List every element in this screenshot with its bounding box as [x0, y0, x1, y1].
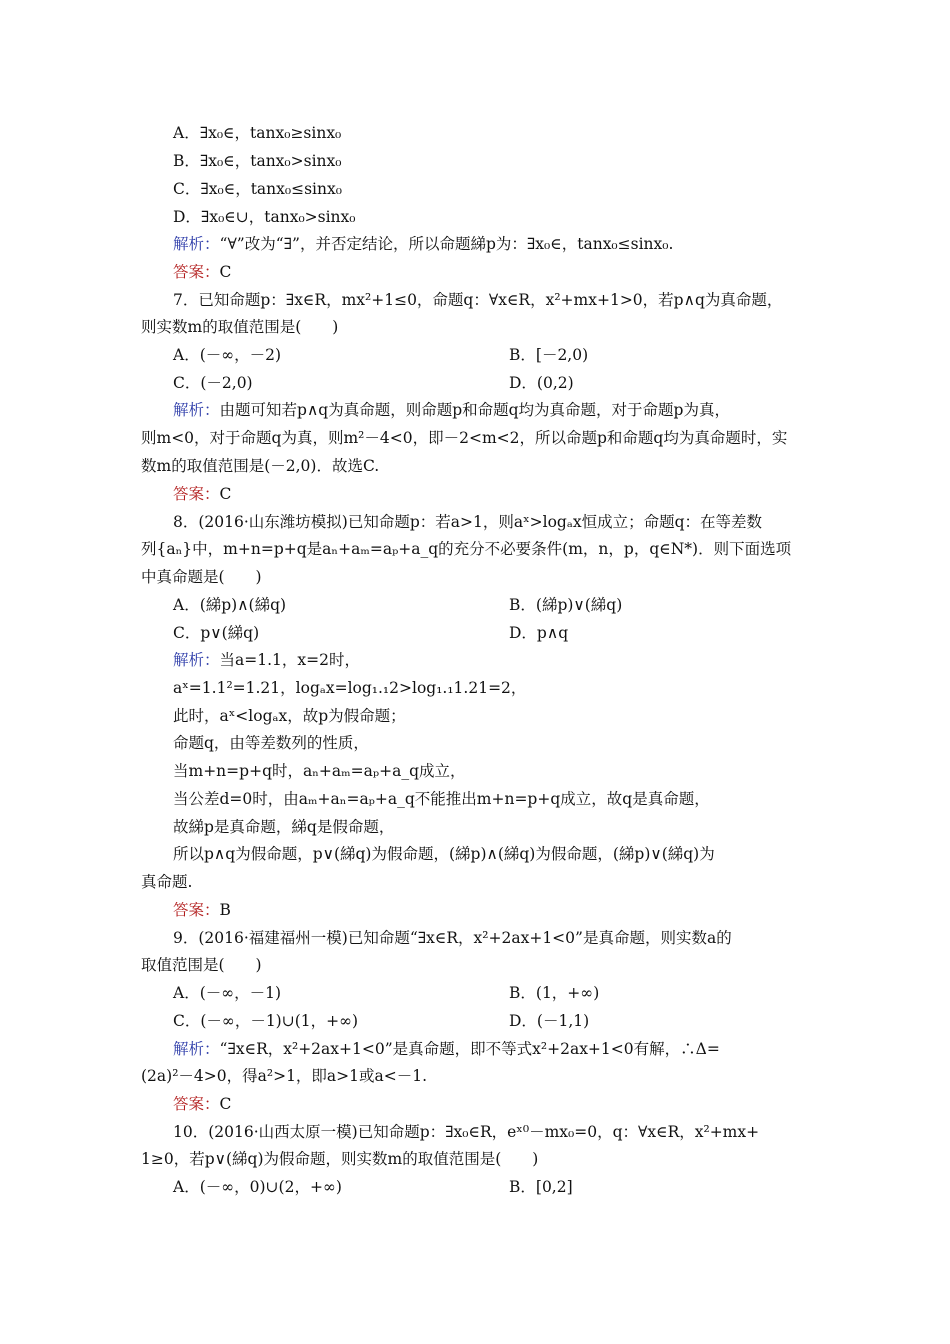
q8-stem-line-2: 列{aₙ}中，m+n=p+q是aₙ+aₘ=aₚ+a_q的充分不必要条件(m，n，p，q∈N*)．则下面选项: [141, 540, 792, 558]
q8-analysis-first: 当a=1.1，x=2时，: [219, 651, 360, 669]
q9-answer-value: C: [219, 1095, 232, 1113]
analysis-label: 解析：: [173, 401, 220, 419]
q8-answer-value: B: [219, 901, 231, 919]
q8-option-d: D．p∧q: [509, 624, 569, 642]
q8-stem-line-3: 中真命题是( ): [141, 568, 262, 586]
q9-answer: [173, 1092, 231, 1116]
answer-label: 答案：: [173, 263, 220, 281]
q8-option-a: A．(綈p)∧(綈q): [173, 596, 287, 614]
q6-option-a: A．∃x₀∈，tanx₀≥sinx₀: [173, 124, 342, 142]
answer-label: 答案：: [173, 485, 220, 503]
q8-analysis-line-9: 真命题.: [141, 873, 193, 891]
q9-stem-line-1: 9．(2016·福建福州一模)已知命题“∃x∈R，x²+2ax+1<0”是真命题，则实数a的: [173, 929, 732, 947]
q10-stem-line-2: 1≥0，若p∨(綈q)为假命题，则实数m的取值范围是( ): [141, 1150, 539, 1168]
q6-option-b: B．∃x₀∈，tanx₀>sinx₀: [173, 152, 342, 170]
q8-answer: [173, 898, 231, 922]
q9-stem-line-2: 取值范围是( ): [141, 956, 262, 974]
q9-option-c: C．(－∞，－1)∪(1，+∞): [173, 1012, 359, 1030]
q7-stem-line-2: 则实数m的取值范围是( ): [141, 318, 339, 336]
q7-option-b: B．[－2,0): [509, 346, 589, 364]
q6-option-d: D．∃x₀∈∪，tanx₀>sinx₀: [173, 208, 356, 226]
q10-option-a: A．(－∞，0)∪(2，+∞): [173, 1178, 342, 1196]
q8-analysis-line-8: 所以p∧q为假命题，p∨(綈q)为假命题，(綈p)∧(綈q)为假命题，(綈p)∨(綈q)为: [173, 845, 715, 863]
q8-analysis-line-3: 此时，aˣ<logₐx，故p为假命题；: [173, 707, 406, 725]
q6-option-c: C．∃x₀∈，tanx₀≤sinx₀: [173, 180, 342, 198]
q7-option-d: D．(0,2): [509, 374, 574, 392]
q9-option-d: D．(－1,1): [509, 1012, 590, 1030]
q8-analysis-line-6: 当公差d=0时，由aₘ+aₙ=aₚ+a_q不能推出m+n=p+q成立，故q是真命题，: [173, 790, 710, 808]
q9-analysis-line-1: [173, 1037, 720, 1061]
q7-option-a: A．(－∞，－2): [173, 346, 282, 364]
q6-answer: [173, 260, 231, 284]
q6-analysis: [173, 232, 673, 256]
q6-answer-value: C: [219, 263, 232, 281]
q9-analysis-line-2: (2a)²－4>0，得a²>1，即a>1或a<－1.: [141, 1067, 428, 1085]
q9-option-a: A．(－∞，－1): [173, 984, 282, 1002]
q7-analysis-line-3: 数m的取值范围是(－2,0)．故选C.: [141, 457, 380, 475]
analysis-label: 解析：: [173, 651, 220, 669]
q7-analysis-text: 由题可知若p∧q为真命题，则命题p和命题q均为真命题，对于命题p为真，: [219, 401, 730, 419]
q7-analysis-line-1: [173, 398, 730, 422]
q8-option-c: C．p∨(綈q): [173, 624, 260, 642]
q8-analysis-line-2: aˣ=1.1²=1.21，logₐx=log₁.₁2>log₁.₁1.21=2，: [173, 679, 527, 697]
q8-analysis-line-4: 命题q，由等差数列的性质，: [173, 734, 369, 752]
q9-option-b: B．(1，+∞): [509, 984, 600, 1002]
q8-analysis-line-1: [173, 648, 360, 672]
q7-stem-line-1: 7．已知命题p：∃x∈R，mx²+1≤0，命题q：∀x∈R，x²+mx+1>0，若p∧q为真命题，: [173, 291, 783, 309]
analysis-label: 解析：: [173, 235, 220, 253]
q10-option-b: B．[0,2]: [509, 1178, 573, 1196]
q7-answer: [173, 482, 231, 506]
q6-analysis-text: “∀”改为“∃”，并否定结论，所以命题綈p为：∃x₀∈，tanx₀≤sinx₀.: [219, 235, 674, 253]
analysis-label: 解析：: [173, 1040, 220, 1058]
q9-analysis-text: “∃x∈R，x²+2ax+1<0”是真命题，即不等式x²+2ax+1<0有解，∴Δ=: [219, 1040, 720, 1058]
q10-stem-line-1: 10．(2016·山西太原一模)已知命题p：∃x₀∈R，eˣ⁰－mx₀=0，q：∀x∈R，x²+mx+: [173, 1123, 760, 1141]
q8-option-b: B．(綈p)∨(綈q): [509, 596, 623, 614]
q8-analysis-line-5: 当m+n=p+q时，aₙ+aₘ=aₚ+a_q成立，: [173, 762, 466, 780]
q7-analysis-line-2: 则m<0，对于命题q为真，则m²－4<0，即－2<m<2，所以命题p和命题q均为真命题时，实: [141, 429, 788, 447]
q7-answer-value: C: [219, 485, 232, 503]
q7-option-c: C．(－2,0): [173, 374, 253, 392]
q8-stem-line-1: 8．(2016·山东潍坊模拟)已知命题p：若a>1，则aˣ>logₐx恒成立；命题q：在等差数: [173, 513, 762, 531]
q8-analysis-line-7: 故綈p是真命题，綈q是假命题，: [173, 818, 395, 836]
answer-label: 答案：: [173, 1095, 220, 1113]
answer-label: 答案：: [173, 901, 220, 919]
